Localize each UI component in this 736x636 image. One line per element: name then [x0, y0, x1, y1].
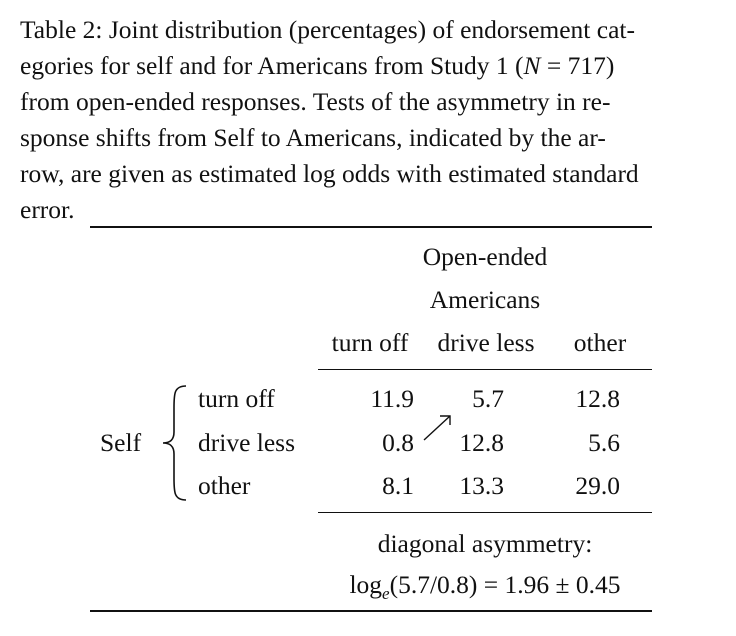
table-cell: 0.8 [382, 428, 414, 457]
top-rule [90, 226, 652, 228]
row-label-turn-off: turn off [198, 384, 275, 413]
table-cell: 8.1 [382, 471, 414, 500]
row-label-drive-less: drive less [198, 428, 296, 457]
table-cell: 5.6 [588, 428, 620, 457]
column-header-drive-less: drive less [437, 328, 535, 357]
caption-line-5: row, are given as estimated log odds with estimated standard [20, 159, 639, 188]
left-brace-icon [160, 384, 190, 502]
table-cell: 11.9 [370, 384, 414, 413]
caption-line-6: error. [20, 195, 75, 224]
caption-line-4: sponse shifts from Self to Americans, indicated by the ar- [20, 123, 606, 152]
row-label-other: other [198, 471, 251, 500]
shift-arrow-icon [418, 410, 458, 446]
header-rule [318, 369, 652, 370]
group-header: Open-ended [422, 242, 548, 271]
table-cell: 13.3 [459, 471, 504, 500]
footer-asymmetry-label: diagonal asymmetry: [377, 529, 593, 558]
caption-line-3: from open-ended responses. Tests of the asymmetry in re- [20, 87, 611, 116]
table-cell: 29.0 [575, 471, 620, 500]
table-cell: 12.8 [575, 384, 620, 413]
body-rule [318, 512, 652, 513]
row-group-label: Self [100, 428, 142, 457]
column-header-other: other [573, 328, 627, 357]
table-caption [20, 12, 720, 228]
caption-line-1: Table 2: Joint distribution (percentages) of endorsement cat- [20, 15, 635, 44]
footer-asymmetry-value: $\log_e(5.7/0.8) = 1.96 \pm 0.45$ [349, 570, 621, 604]
bottom-rule [90, 610, 652, 612]
table-cell: 12.8 [459, 428, 504, 457]
sub-header: Americans [429, 285, 541, 314]
table-cell: 5.7 [472, 384, 504, 413]
caption-line-2: egories for self and for Americans from Study 1 (N = 717) [20, 51, 615, 80]
column-header-turn-off: turn off [331, 328, 409, 357]
